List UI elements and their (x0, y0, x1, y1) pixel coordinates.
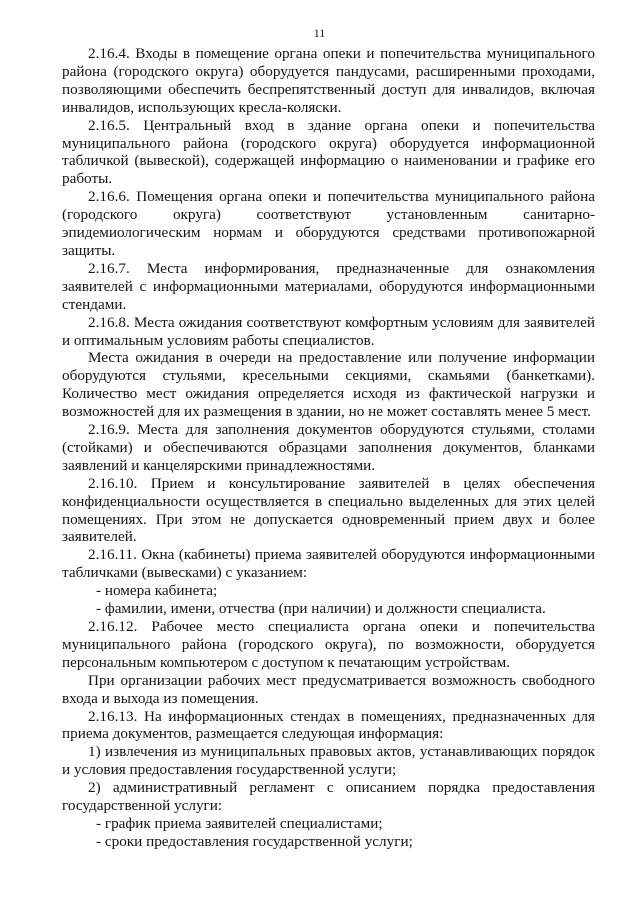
paragraph: 2.16.13. На информационных стендах в помещениях, предназначенных для приема документов, размещается следующая информация: (62, 707, 595, 743)
paragraph: 2.16.8. Места ожидания соответствуют комфортным условиям для заявителей и оптимальным условиям работы специалистов. (62, 313, 595, 349)
paragraph: 1) извлечения из муниципальных правовых актов, устанавливающих порядок и условия предоставления государственной услуги; (62, 743, 595, 779)
list-item: - сроки предоставления государственной услуги; (96, 832, 413, 850)
list-item: - график приема заявителей специалистами; (96, 814, 383, 832)
document-body (62, 45, 595, 851)
paragraph: При организации рабочих мест предусматривается возможность свободного входа и выхода из помещения. (62, 671, 595, 707)
list-item: - фамилии, имени, отчества (при наличии) и должности специалиста. (96, 600, 546, 618)
list-item: - номера кабинета; (96, 582, 218, 600)
paragraph: Места ожидания в очереди на предоставление или получение информации оборудуются стульями, кресельными секциями, скамьями (банкетками). Количество мест ожидания определяется исходя из фактической нагрузки и возможностей для их размещения в здании, но не может составлять менее 5 мест. (62, 349, 595, 421)
paragraph: 2.16.4. Входы в помещение органа опеки и попечительства муниципального района (городского округа) оборудуется пандусами, расширенными проходами, позволяющими обеспечить беспрепятственный доступ для инвалидов, включая инвалидов, использующих кресла-коляски. (62, 45, 595, 116)
page-number: 11 (313, 26, 326, 40)
paragraph: 2.16.7. Места информирования, предназначенные для ознакомления заявителей с информационными материалами, оборудуются информационными стендами. (62, 259, 595, 313)
paragraph: 2) административный регламент с описанием порядка предоставления государственной услуги: (62, 779, 595, 815)
paragraph: 2.16.11. Окна (кабинеты) приема заявителей оборудуются информационными табличками (вывесками) с указанием: (62, 546, 595, 582)
paragraph: 2.16.10. Прием и консультирование заявителей в целях обеспечения конфиденциальности осуществляется в специально выделенных для этих целей помещениях. При этом не допускается одновременный прием двух и более заявителей. (62, 474, 595, 546)
paragraph: 2.16.12. Рабочее место специалиста органа опеки и попечительства муниципального района (городского округа), по возможности, оборудуется персональным компьютером с доступом к печатающим устройствам. (62, 618, 595, 671)
paragraph: 2.16.9. Места для заполнения документов оборудуются стульями, столами (стойками) и обеспечиваются образцами заполнения документов, бланками заявлений и канцелярскими принадлежностями. (62, 421, 595, 474)
paragraph: 2.16.6. Помещения органа опеки и попечительства муниципального района (городского округа) соответствуют установленным санитарно-эпидемиологическим нормам и оборудуются средствами противопожарной защиты. (62, 188, 595, 259)
paragraph: 2.16.5. Центральный вход в здание органа опеки и попечительства муниципального района (городского округа) оборудуется информационной табличкой (вывеской), содержащей информацию о наименовании и графике его работы. (62, 116, 595, 188)
